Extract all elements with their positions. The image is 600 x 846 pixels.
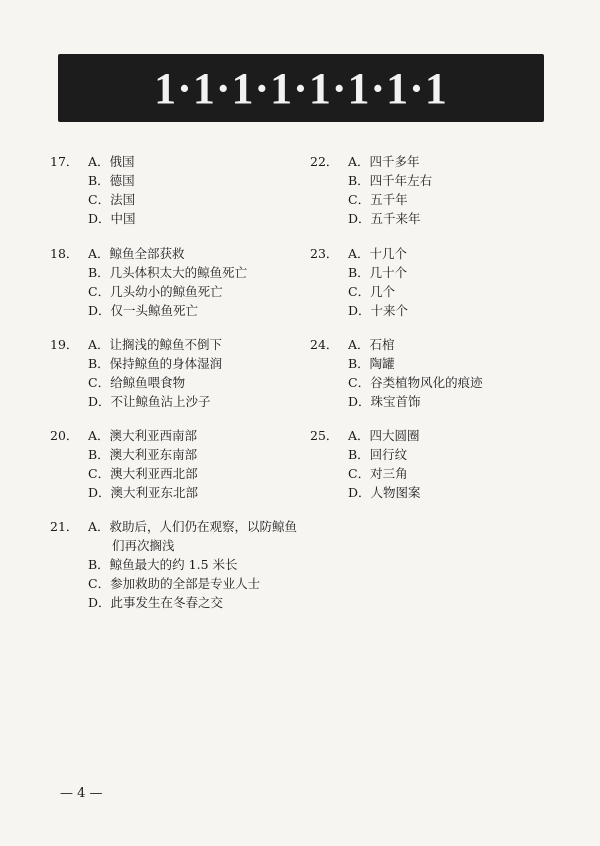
option: D．不让鲸鱼沾上沙子: [88, 394, 211, 409]
option: C．对三角: [348, 466, 408, 481]
question-number: 25．: [310, 428, 339, 443]
option: D．中国: [88, 211, 136, 226]
option: A．十几个: [348, 246, 408, 261]
banner-text: 1·1·1·1·1·1·1·1: [154, 63, 448, 113]
question-19: [50, 335, 222, 411]
question-17: [50, 152, 136, 228]
option: A．救助后，人们仍在观察，以防鲸鱼: [88, 519, 298, 534]
option: D．此事发生在冬春之交: [88, 595, 224, 610]
option: D．五千来年: [348, 211, 421, 226]
option: B．澳大利亚东南部: [88, 447, 198, 462]
question-number: 20．: [50, 428, 79, 443]
question-number: 23．: [310, 246, 339, 261]
question-25: [310, 426, 421, 502]
question-24: [310, 335, 483, 411]
option: B．德国: [88, 173, 135, 188]
title-banner: [58, 54, 544, 122]
question-18: [50, 244, 247, 320]
page-number: — 4 —: [60, 786, 103, 801]
option: C．几个: [348, 284, 396, 299]
option: D．人物图案: [348, 485, 421, 500]
question-21: [50, 517, 320, 612]
option: B．回行纹: [348, 447, 408, 462]
option: A．鲸鱼全部获救: [88, 246, 185, 261]
option: A．让搁浅的鲸鱼不倒下: [88, 337, 223, 352]
option: B．几头体积太大的鲸鱼死亡: [88, 265, 248, 280]
option: A．俄国: [88, 154, 135, 169]
option: C．谷类植物风化的痕迹: [348, 375, 483, 390]
option: D．十来个: [348, 303, 409, 318]
question-number: 19．: [50, 337, 79, 352]
option: B．保持鲸鱼的身体湿润: [88, 356, 223, 371]
option: A．四大圆圈: [348, 428, 420, 443]
question-number: 18．: [50, 246, 79, 261]
option: C．参加救助的全部是专业人士: [88, 576, 261, 591]
option: A．四千多年: [348, 154, 420, 169]
question-number: 22．: [310, 154, 339, 169]
option: C．法国: [88, 192, 136, 207]
option: A．石棺: [348, 337, 395, 352]
option-continuation: 们再次搁浅: [112, 538, 175, 553]
option: D．澳大利亚东北部: [88, 485, 199, 500]
option: C．给鲸鱼喂食物: [88, 375, 186, 390]
option: A．澳大利亚西南部: [88, 428, 198, 443]
option: B．几十个: [348, 265, 408, 280]
question-number: 21．: [50, 519, 79, 534]
option: D．珠宝首饰: [348, 394, 421, 409]
option: C．几头幼小的鲸鱼死亡: [88, 284, 223, 299]
question-number: 17．: [50, 154, 79, 169]
question-22: [310, 152, 432, 228]
option: C．澳大利亚西北部: [88, 466, 198, 481]
option: D．仅一头鲸鱼死亡: [88, 303, 199, 318]
question-number: 24．: [310, 337, 339, 352]
option: C．五千年: [348, 192, 408, 207]
option: B．四千年左右: [348, 173, 433, 188]
option: B．鲸鱼最大的约 1.5 米长: [88, 557, 238, 572]
option: B．陶罐: [348, 356, 395, 371]
question-23: [310, 244, 408, 320]
question-20: [50, 426, 198, 502]
